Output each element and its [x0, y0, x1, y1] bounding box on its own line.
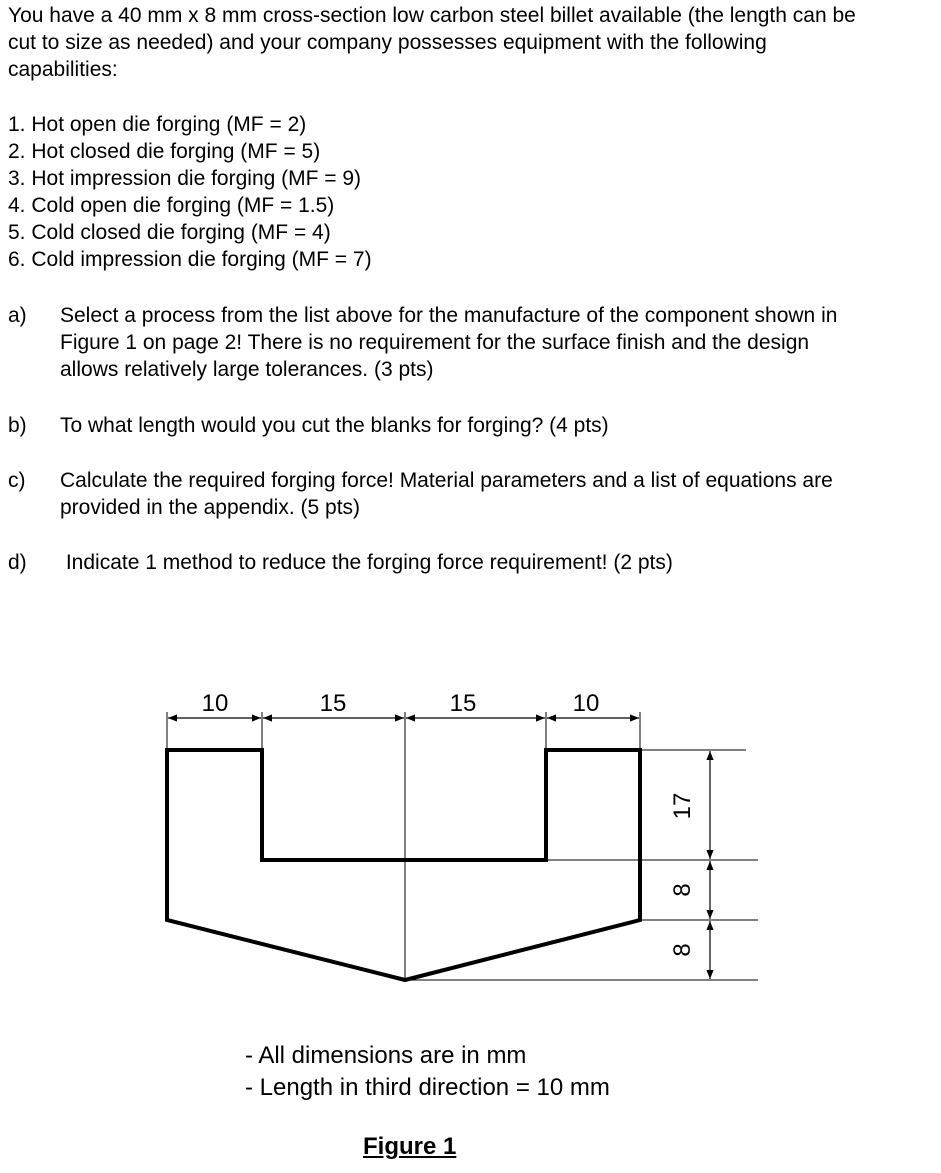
list-item: 3. Hot impression die forging (MF = 9) [8, 167, 362, 190]
question-b-label: b) [8, 414, 27, 437]
intro-line: cut to size as needed) and your company possesses equipment with the following [8, 31, 767, 54]
list-item: 5. Cold closed die forging (MF = 4) [8, 221, 331, 244]
question-line: To what length would you cut the blanks for forging? (4 pts) [60, 414, 609, 437]
question-line: Figure 1 on page 2! There is no requirement for the surface finish and the design [60, 331, 810, 354]
dimension-label-w1: 10 [201, 690, 229, 717]
figure-caption: Figure 1 [363, 1133, 457, 1160]
list-item: 6. Cold impression die forging (MF = 7) [8, 248, 372, 271]
question-line: allows relatively large tolerances. (3 pts) [60, 358, 434, 381]
question-line: provided in the appendix. (5 pts) [60, 496, 361, 519]
dimension-label-h3: 8 [669, 943, 696, 957]
question-d-text: Indicate 1 method to reduce the forging force requirement! (2 pts) [60, 551, 673, 574]
question-line: Calculate the required forging force! Material parameters and a list of equations are [60, 469, 833, 492]
intro-line: capabilities: [8, 58, 118, 81]
dimension-label-w2: 15 [319, 690, 347, 717]
dimension-label-w4: 10 [572, 690, 600, 717]
list-item: 2. Hot closed die forging (MF = 5) [8, 140, 321, 163]
dimension-label-w3: 15 [449, 690, 477, 717]
list-item: 4. Cold open die forging (MF = 1.5) [8, 194, 335, 217]
figure-note-length: - Length in third direction = 10 mm [245, 1074, 610, 1101]
dimension-label-h1: 17 [669, 792, 696, 820]
dimension-label-h2: 8 [669, 883, 696, 897]
list-item: 1. Hot open die forging (MF = 2) [8, 113, 307, 136]
question-d-label: d) [8, 551, 27, 574]
intro-line: You have a 40 mm x 8 mm cross-section low carbon steel billet available (the length can be [8, 4, 856, 27]
question-c-label: c) [8, 469, 26, 492]
part-outline [167, 750, 640, 980]
figure-note-units: - All dimensions are in mm [245, 1042, 527, 1069]
question-a-label: a) [8, 304, 27, 327]
question-line: Select a process from the list above for the manufacture of the component shown in [60, 304, 838, 327]
